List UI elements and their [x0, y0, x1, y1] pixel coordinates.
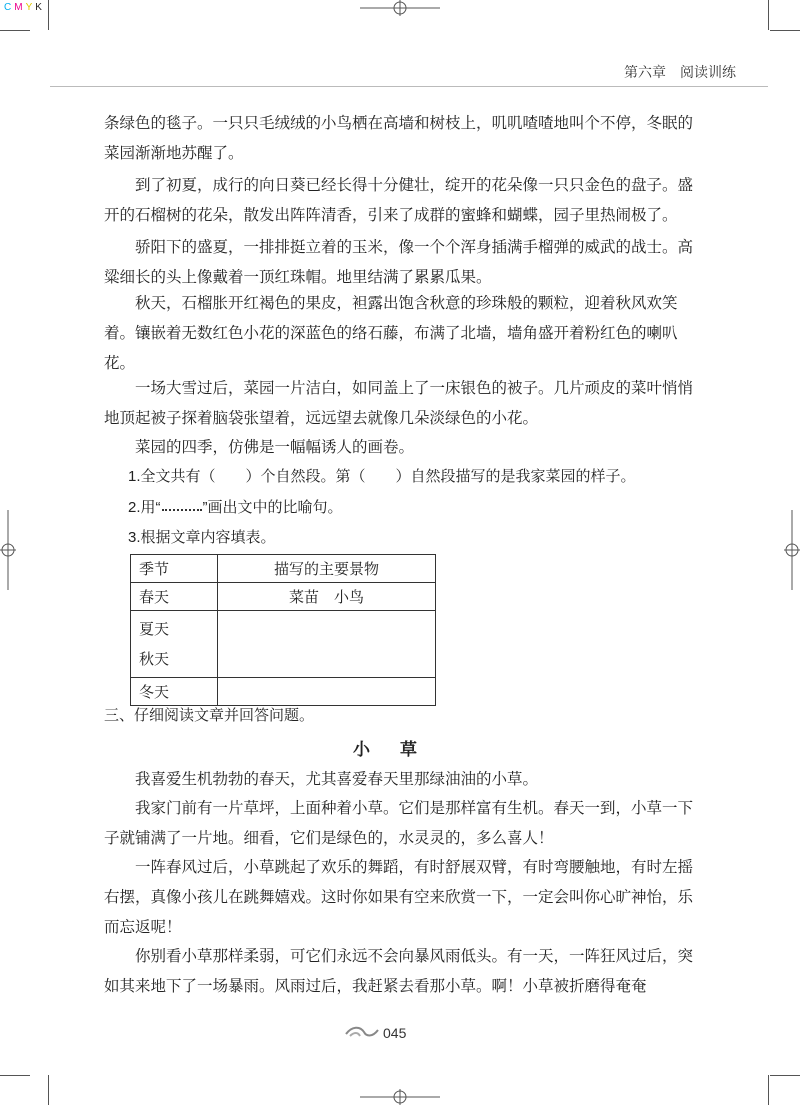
cmyk-color-bar	[4, 2, 45, 13]
cmyk-y: Y	[25, 2, 36, 13]
section-3-heading: 三、仔细阅读文章并回答问题。	[104, 707, 315, 724]
paragraph-5: 一场大雪过后，菜园一片洁白，如同盖上了一床银色的被子。几片顽皮的菜叶悄悄地顶起被子探着脑袋张望着，远远望去就像几朵淡绿色的小花。	[104, 379, 694, 427]
paragraph-3: 骄阳下的盛夏，一排排挺立着的玉米，像一个个浑身插满手榴弹的威武的战士。高粱细长的头上像戴着一顶红珠帽。地里结满了累累瓜果。	[104, 238, 694, 286]
paragraph-1: 条绿色的毯子。一只只毛绒绒的小鸟栖在高墙和树枝上，叽叽喳喳地叫个不停，冬眠的菜园渐渐地苏醒了。	[104, 114, 694, 162]
crop-mark	[770, 1075, 800, 1076]
registration-mark-top	[360, 0, 440, 16]
crop-mark	[0, 1075, 30, 1076]
crop-mark	[48, 0, 49, 30]
registration-mark-right	[784, 510, 800, 590]
cmyk-k: K	[35, 2, 45, 13]
registration-mark-bottom	[360, 1089, 440, 1105]
question-2	[128, 496, 343, 517]
crop-mark	[768, 1075, 769, 1105]
paragraph-4: 秋天，石榴胀开红褐色的果皮，袒露出饱含秋意的珍珠般的颗粒，迎着秋风欢笑着。镶嵌着无数红色小花的深蓝色的络石藤，布满了北墙，墙角盛开着粉红色的喇叭花。	[104, 294, 678, 372]
paragraph-2: 到了初夏，成行的向日葵已经长得十分健壮，绽开的花朵像一只只金色的盘子。盛开的石榴树的花朵，散发出阵阵清香，引来了成群的蜜蜂和蝴蝶，园子里热闹极了。	[104, 176, 694, 224]
chapter-header: 第六章 阅读训练	[624, 64, 736, 80]
season-autumn: 秋天	[139, 650, 170, 668]
table-cell-season: 冬天	[131, 678, 218, 706]
crop-mark	[770, 30, 800, 31]
table-cell-season: 春天	[131, 583, 218, 611]
table-cell-season	[131, 611, 218, 678]
paragraph-6: 菜园的四季，仿佛是一幅幅诱人的画卷。	[135, 438, 415, 456]
crop-mark	[0, 30, 30, 31]
cmyk-c: C	[4, 2, 15, 13]
table-header-row	[131, 555, 436, 583]
crop-mark	[48, 1075, 49, 1105]
seasons-table	[130, 554, 436, 706]
table-row	[131, 678, 436, 706]
table-header-scenery: 描写的主要景物	[218, 555, 436, 583]
question-1: 1.全文共有（ ）个自然段。第（ ）自然段描写的是我家菜园的样子。	[128, 468, 636, 485]
registration-mark-left	[0, 510, 16, 590]
story-paragraph-4: 你别看小草那样柔弱，可它们永远不会向暴风雨低头。有一天，一阵狂风过后，突如其来地下了一场暴雨。风雨过后，我赶紧去看那小草。啊！小草被折磨得奄奄	[104, 947, 694, 995]
cmyk-m: M	[14, 2, 26, 13]
page-ornament-icon	[344, 1024, 380, 1040]
story-paragraph-2: 我家门前有一片草坪，上面种着小草。它们是那样富有生机。春天一到，小草一下子就铺满了一片地。细看，它们是绿色的，水灵灵的，多么喜人！	[104, 799, 694, 847]
story-paragraph-3: 一阵春风过后，小草跳起了欢乐的舞蹈，有时舒展双臂，有时弯腰触地，有时左摇右摆，真像小孩儿在跳舞嬉戏。这时你如果有空来欣赏一下，一定会叫你心旷神怡，乐而忘返呢！	[104, 858, 694, 936]
table-cell-scenery-blank[interactable]	[218, 611, 436, 678]
wavy-underline-icon	[162, 505, 202, 511]
story-paragraph-1: 我喜爱生机勃勃的春天，尤其喜爱春天里那绿油油的小草。	[135, 770, 539, 788]
season-summer: 夏天	[139, 620, 170, 638]
page-number: 045	[383, 1025, 407, 1041]
table-row	[131, 583, 436, 611]
question-2-prefix: 2.用“	[128, 499, 161, 516]
crop-mark	[768, 0, 769, 30]
table-header-season: 季节	[131, 555, 218, 583]
table-cell-scenery: 菜苗 小鸟	[218, 583, 436, 611]
header-rule	[50, 86, 768, 87]
question-2-suffix: ”画出文中的比喻句。	[202, 499, 343, 516]
story-title: 小草	[353, 740, 447, 759]
question-3: 3.根据文章内容填表。	[128, 529, 276, 546]
table-cell-scenery-blank[interactable]	[218, 678, 436, 706]
table-row	[131, 611, 436, 678]
